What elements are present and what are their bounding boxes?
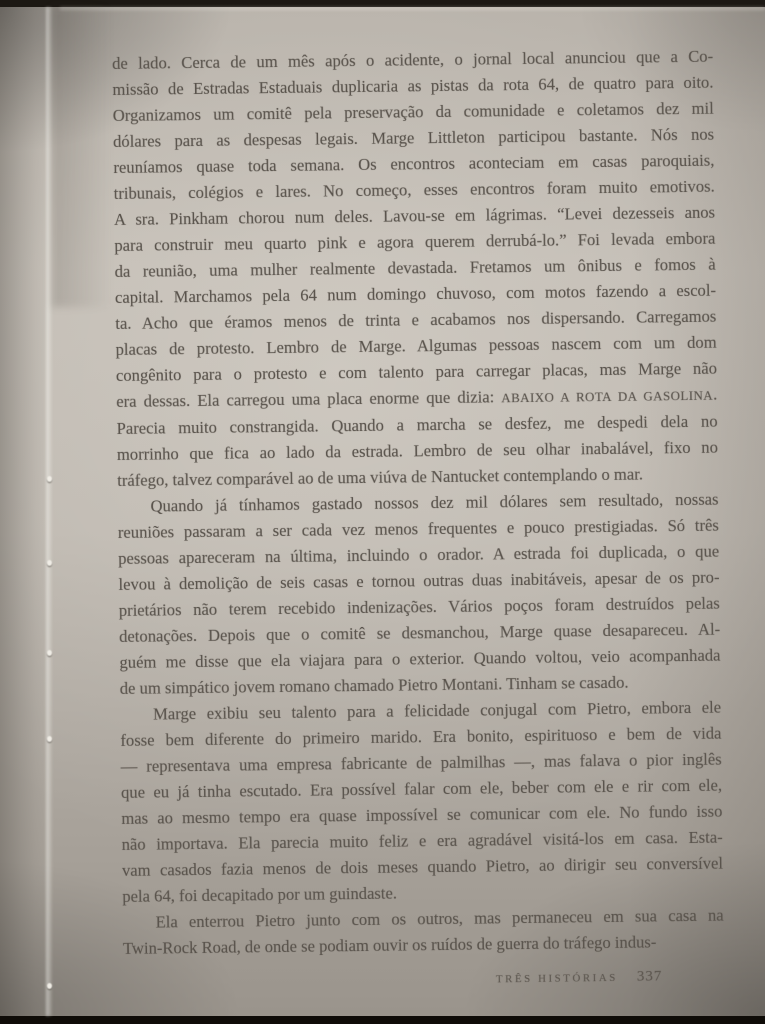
text-line: Organizamos um comitê pela preservação da comunidade e coletamos dez mil bbox=[112, 98, 714, 125]
paragraphs-container bbox=[112, 44, 724, 962]
text-line: fosse bem diferente do primeiro marido. Era bonito, espirituoso e bem de vida bbox=[120, 723, 722, 750]
smallcaps-phrase: ABAIXO A ROTA DA GASOLINA bbox=[501, 387, 714, 406]
text-line: dólares para as despesas legais. Marge Littleton participou bastante. Nós nos bbox=[112, 124, 715, 151]
text-block bbox=[112, 44, 725, 997]
footer-section-title: TRÊS HISTÓRIAS bbox=[495, 971, 618, 986]
text-line: guém me disse que ela viajara para o exterior. Quando voltou, veio acompanhada bbox=[119, 645, 721, 672]
text-line: morrinho que fica ao lado da estrada. Lembro de seu olhar inabalável, fixo no bbox=[116, 437, 719, 464]
text-line: de lado. Cerca de um mês após o acidente, o jornal local anunciou que a Co- bbox=[112, 46, 714, 73]
text-line: tráfego, talvez comparável ao de uma viúva de Nantucket contemplando o mar. bbox=[117, 464, 644, 490]
text-line: pessoas apareceram na última, incluindo o orador. A estrada foi duplicada, o que bbox=[118, 541, 720, 568]
text-line: ta. Acho que éramos menos de trinta e acabamos nos dispersando. Carregamos bbox=[115, 306, 717, 333]
footer-page-number: 337 bbox=[636, 968, 663, 985]
text-line: pela 64, foi decapitado por um guindaste. bbox=[122, 883, 398, 906]
paragraph bbox=[112, 44, 718, 494]
page-footer bbox=[123, 963, 724, 997]
text-line: vam casados fazia menos de dois meses quando Pietro, ao dirigir seu conversível bbox=[121, 853, 724, 880]
text-line: congênito para o protesto e com talento para carregar placas, mas Marge não bbox=[115, 358, 718, 385]
text-line: Marge exibiu seu talento para a felicidade conjugal com Pietro, embora ele bbox=[152, 697, 722, 724]
page-gutter-shadow bbox=[0, 7, 47, 1016]
text-segment: . bbox=[712, 384, 718, 404]
text-line: tribunais, colégios e lares. No começo, esses encontros foram muito emotivos. bbox=[113, 176, 715, 203]
text-segment: era dessas. Ela carregou uma placa enorme que dizia: bbox=[116, 387, 502, 411]
text-line: não importava. Ela parecia muito feliz e era agradável visitá-los em casa. Esta- bbox=[121, 827, 723, 854]
text-line: prietários não terem recebido indenizações. Vários poços foram destruídos pelas bbox=[118, 593, 720, 620]
stitch-hole bbox=[47, 650, 52, 656]
paragraph bbox=[120, 695, 723, 910]
paragraph bbox=[117, 487, 720, 702]
text-line: Quando já tínhamos gastado nossos dez mil dólares sem resultado, nossas bbox=[150, 489, 719, 516]
text-line: que eu já tinha escutado. Era possível falar com ele, beber com ele e rir com ele, bbox=[120, 775, 723, 802]
text-line: para construir meu quarto pink e agora querem derrubá-lo.” Foi levada embora bbox=[114, 228, 716, 255]
stitch-hole bbox=[47, 476, 52, 482]
text-line: Twin-Rock Road, de onde se podiam ouvir os ruídos de guerra do tráfego indus- bbox=[122, 932, 657, 958]
text-line: mas ao mesmo tempo era quase impossível se comunicar com ele. No fundo isso bbox=[121, 801, 723, 828]
text-line: placas de protesto. Lembro de Marge. Algumas pessoas nascem com um dom bbox=[115, 332, 717, 359]
stitch-hole bbox=[47, 983, 52, 989]
text-line: Ela enterrou Pietro junto com os outros, mas permaneceu em sua casa na bbox=[155, 905, 724, 932]
book-page bbox=[0, 7, 765, 1016]
text-line: da reunião, uma mulher realmente devastada. Fretamos um ônibus e fomos à bbox=[114, 254, 716, 281]
text-line: levou à demolição de seis casas e tornou outras duas inabitáveis, apesar de os pro- bbox=[118, 567, 720, 594]
text-line: detonações. Depois que o comitê se desmanchou, Marge quase desapareceu. Al- bbox=[119, 619, 721, 646]
page-fold-shadow bbox=[52, 7, 112, 307]
text-line: capital. Marchamos pela 64 num domingo chuvoso, com motos fazendo a escol- bbox=[114, 280, 717, 307]
text-line: — representava uma empresa fabricante de palmilhas —, mas falava o pior inglês bbox=[120, 749, 722, 776]
text-line: Parecia muito constrangida. Quando a marcha se desfez, me despedi dela no bbox=[116, 411, 718, 438]
text-line: missão de Estradas Estaduais duplicaria as pistas da rota 64, de quatro para oito. bbox=[112, 72, 714, 99]
text-line: reuníamos quase toda semana. Os encontros aconteciam em casas paroquiais, bbox=[113, 150, 715, 177]
text-line: A sra. Pinkham chorou num deles. Lavou-se em lágrimas. “Levei dezesseis anos bbox=[113, 202, 716, 229]
stitch-hole bbox=[47, 736, 52, 742]
text-line: de um simpático jovem romano chamado Pietro Montani. Tinham se casado. bbox=[119, 672, 629, 698]
text-line: reuniões passaram a ser cada vez menos frequentes e pouco prestigiadas. Só três bbox=[117, 515, 719, 542]
paragraph bbox=[122, 903, 724, 962]
stitch-hole bbox=[47, 560, 52, 566]
